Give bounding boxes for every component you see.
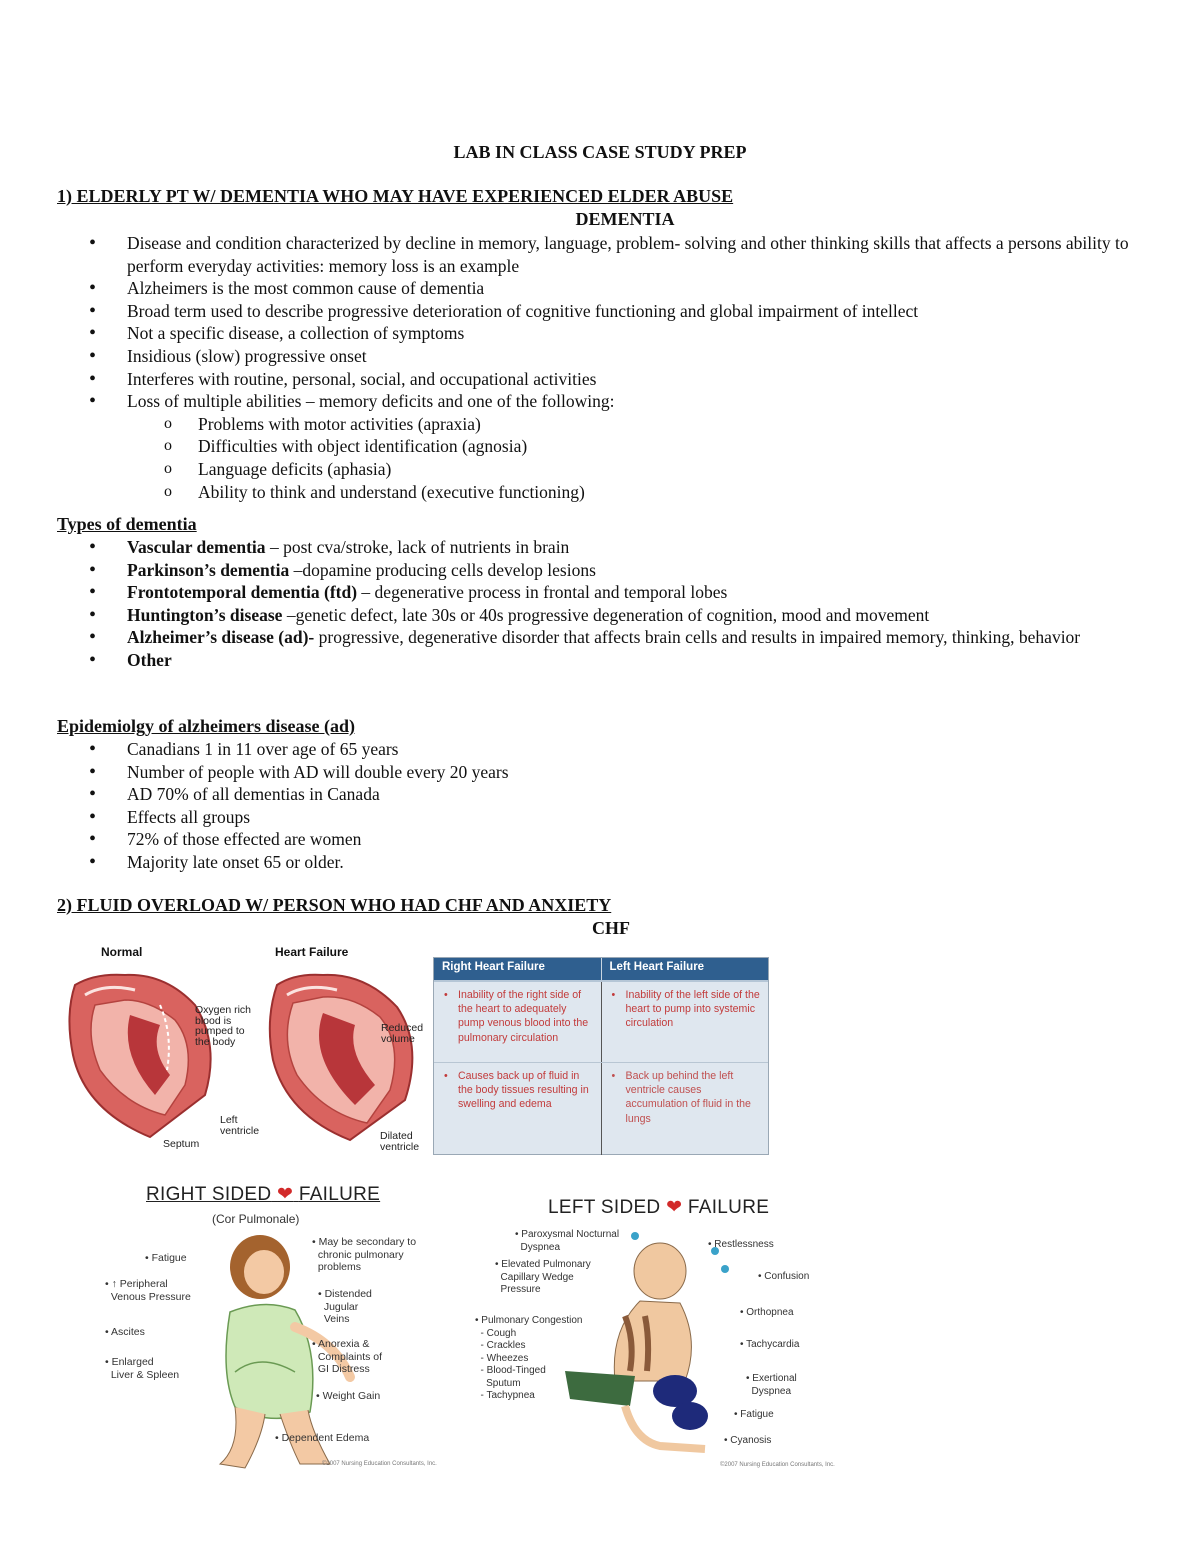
list-item: • AD 70% of all dementias in Canada <box>57 783 1157 806</box>
section-1-heading: 1) ELDERLY PT W/ DEMENTIA WHO MAY HAVE EXPERIENCED ELDER ABUSE <box>57 186 734 206</box>
label-line: blood is <box>195 1014 232 1027</box>
column-header-left: Left Heart Failure <box>609 961 705 973</box>
term: Alzheimer’s disease (ad)- <box>127 627 315 648</box>
term: Vascular dementia <box>127 537 266 557</box>
label-pnd: • Paroxysmal Nocturnal Dyspnea <box>515 1229 620 1253</box>
reduced-volume-label <box>381 1023 423 1044</box>
label-pcwp: • Elevated Pulmonary Capillary Wedge Pressure <box>495 1259 591 1295</box>
septum-label: Septum <box>163 1138 200 1150</box>
epidemiology-list <box>57 738 1157 874</box>
sub-list-item: o Ability to think and understand (executive functioning) <box>57 481 1157 504</box>
label-secondary: • May be secondary to chronic pulmonary problems <box>312 1236 417 1273</box>
term-desc: –dopamine producing cells develop lesions <box>289 559 596 580</box>
heart-icon: ❤ <box>277 1184 294 1205</box>
label-restlessness: • Restlessness <box>708 1239 774 1250</box>
dementia-title: DEMENTIA <box>575 209 675 229</box>
normal-heart-image <box>69 975 210 1137</box>
list-item: • Loss of multiple abilities – memory deficits and one of the following: <box>57 390 1157 413</box>
table-row <box>434 1063 768 1155</box>
label-line: Reduced <box>381 1022 424 1034</box>
right-failure-title <box>146 1183 380 1206</box>
list-item: • Broad term used to describe progressive deterioration of cognitive functioning and global impairment of intellect <box>57 300 1157 323</box>
list-item: • Alzheimers is the most common cause of dementia <box>57 277 1157 300</box>
epidemiology-heading: Epidemiolgy of alzheimers disease (ad) <box>57 716 355 736</box>
table-cell: • Inability of the left side of the heart to pump into systemic circulation <box>602 982 769 1062</box>
list-item <box>57 559 1157 582</box>
label-anorexia: • Anorexia & Complaints of GI Distress <box>312 1338 383 1375</box>
label-venous-pressure: • ↑ Peripheral Venous Pressure <box>105 1278 191 1303</box>
left-failure-title <box>548 1196 769 1219</box>
label-line: pumped to <box>195 1025 245 1037</box>
label-fatigue: • Fatigue <box>734 1409 774 1420</box>
label-tachycardia: • Tachycardia <box>740 1339 800 1350</box>
subtitle: (Cor Pulmonale) <box>212 1212 300 1226</box>
title-text: LEFT SIDED <box>548 1197 661 1218</box>
label-line: ventricle <box>380 1140 420 1153</box>
label-ascites: • Ascites <box>105 1326 145 1338</box>
label-pulmonary-congestion: • Pulmonary Congestion - Cough - Crackles - Wheezes - Blood-Tinged Sputum - Tachypnea <box>475 1315 583 1401</box>
title-text: RIGHT SIDED <box>146 1184 272 1205</box>
left-ventricle-label <box>220 1115 259 1136</box>
right-sided-failure-figure <box>100 1180 480 1480</box>
sub-list-item: o Difficulties with object identification (agnosia) <box>57 435 1157 458</box>
label-dependent-edema: • Dependent Edema <box>275 1432 370 1444</box>
dilated-ventricle-label <box>380 1131 419 1152</box>
table-cell: • Causes back up of fluid in the body tissues resulting in swelling and edema <box>434 1063 602 1155</box>
list-item <box>57 604 1157 627</box>
term: Frontotemporal dementia (ftd) <box>127 582 358 603</box>
list-item <box>57 626 1157 649</box>
copyright: ©2007 Nursing Education Consultants, Inc. <box>322 1461 437 1467</box>
sub-list-item: o Language deficits (aphasia) <box>57 458 1157 481</box>
table-header <box>434 958 768 982</box>
heart-failure-image <box>270 975 413 1140</box>
section-2-heading: 2) FLUID OVERLOAD W/ PERSON WHO HAD CHF AND ANXIETY <box>57 895 612 915</box>
types-heading: Types of dementia <box>57 514 197 534</box>
list-item: • Not a specific disease, a collection of symptoms <box>57 322 1157 345</box>
label-line: Dilated <box>380 1130 413 1142</box>
table-cell: • Inability of the right side of the heart to adequately pump venous blood into the pulmonary circulation <box>434 982 602 1062</box>
label-fatigue: • Fatigue <box>145 1252 187 1264</box>
label-line: the body <box>195 1035 236 1048</box>
sub-list-item: o Problems with motor activities (apraxia) <box>57 413 1157 436</box>
term-desc: progressive, degenerative disorder that affects brain cells and results in impaired memory, thinking, behavior <box>314 627 1081 648</box>
heart-icon: ❤ <box>666 1197 683 1218</box>
title-text: FAILURE <box>687 1197 770 1218</box>
list-item: • Interferes with routine, personal, social, and occupational activities <box>57 368 1157 391</box>
list-item: • Disease and condition characterized by decline in memory, language, problem- solving and other thinking skills that affects a persons ability to perform everyday activities: memory loss is an example <box>57 232 1157 277</box>
label-exertional-dyspnea: • Exertional Dyspnea <box>746 1373 797 1397</box>
heart-failure-table <box>433 957 769 1155</box>
title-text: FAILURE <box>298 1184 381 1205</box>
list-item <box>57 581 1157 604</box>
term-desc: – degenerative process in frontal and temporal lobes <box>357 582 728 603</box>
label-line: Oxygen rich <box>195 1004 252 1016</box>
page-title: LAB IN CLASS CASE STUDY PREP <box>453 142 747 162</box>
label-confusion: • Confusion <box>758 1271 810 1282</box>
label-liver-spleen: • Enlarged Liver & Spleen <box>105 1356 180 1381</box>
label-orthopnea: • Orthopnea <box>740 1307 794 1318</box>
label-line: Left <box>220 1114 238 1126</box>
term: Parkinson’s dementia <box>127 559 290 580</box>
oxygen-label <box>195 1005 251 1047</box>
dementia-bullet-list <box>57 232 1157 503</box>
list-item: • 72% of those effected are women <box>57 828 1157 851</box>
heart-failure-label: Heart Failure <box>275 945 349 959</box>
label-cyanosis: • Cyanosis <box>724 1435 772 1446</box>
list-item <box>57 649 1157 672</box>
heart-comparison-figure <box>55 945 433 1155</box>
list-item: • Insidious (slow) progressive onset <box>57 345 1157 368</box>
label-weight-gain: • Weight Gain <box>316 1390 381 1402</box>
column-header-right: Right Heart Failure <box>434 958 602 980</box>
term-desc: –genetic defect, late 30s or 40s progressive degeneration of cognition, mood and movement <box>282 604 930 625</box>
copyright: ©2007 Nursing Education Consultants, Inc. <box>720 1462 835 1468</box>
label-jugular-veins: • Distended Jugular Veins <box>318 1288 372 1325</box>
list-item: • Canadians 1 in 11 over age of 65 years <box>57 738 1157 761</box>
normal-label: Normal <box>101 945 143 959</box>
list-item <box>57 536 1157 559</box>
list-item: • Effects all groups <box>57 806 1157 829</box>
label-line: ventricle <box>220 1124 260 1137</box>
term: Huntington’s disease <box>127 604 283 625</box>
table-row <box>434 982 768 1063</box>
chf-title: CHF <box>592 918 630 938</box>
types-list <box>57 536 1157 672</box>
left-sided-failure-figure <box>470 1193 850 1473</box>
table-cell: • Back up behind the left ventricle causes accumulation of fluid in the lungs <box>602 1063 769 1155</box>
term-desc: – post cva/stroke, lack of nutrients in brain <box>265 537 570 557</box>
label-line: volume <box>381 1032 415 1045</box>
list-item: • Number of people with AD will double every 20 years <box>57 761 1157 784</box>
term: Other <box>127 649 172 670</box>
list-item: • Majority late onset 65 or older. <box>57 851 1157 874</box>
